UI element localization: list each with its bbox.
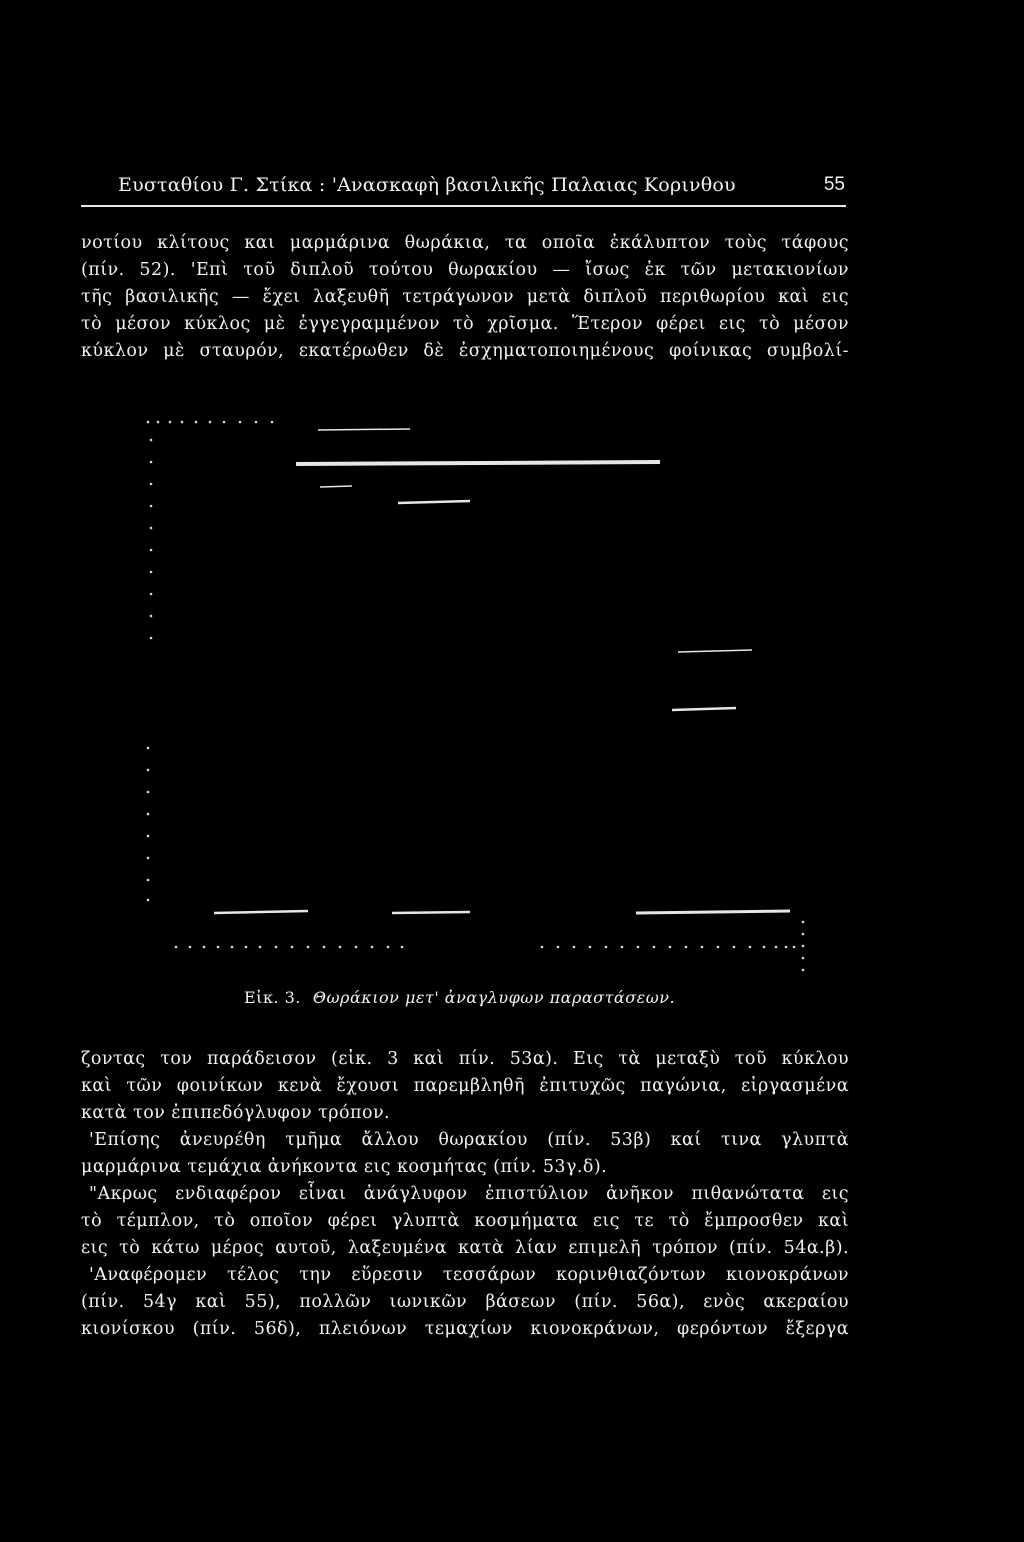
text-line: κύκλον μὲ σταυρόν, εκατέρωθεν δὲ ἐσχηματοποιημένους φοίνικας συμβολί- [81, 341, 849, 361]
page-number: 55 [823, 174, 845, 195]
text-line: εις τὸ κάτω μέρος αυτοῦ, λαξευμένα κατὰ λίαν επιμελῆ τρόπον (πίν. 54α.β). [81, 1238, 849, 1258]
text-line: "Ακρως ενδιαφέρον εἶναι ἀνάγλυφον ἐπιστύλιον ἀνῆκον πιθανώτατα εις [89, 1184, 849, 1204]
figure-label: Εἰκ. 3. [244, 988, 301, 1007]
figure-caption [244, 988, 675, 1007]
text-line: τῆς βασιλικῆς — ἔχει λαξευθῆ τετράγωνον μετὰ διπλοῦ περιθωρίου καὶ εις [81, 287, 849, 307]
paragraph-2 [81, 1046, 849, 1343]
text-line: κατὰ τον ἐπιπεδόγλυφον τρόπον. [81, 1103, 391, 1123]
figure-title: Θωράκιον μετ' ἀναγλυφων παραστάσεων. [312, 988, 676, 1007]
text-line: μαρμάρινα τεμάχια ἀνήκοντα εις κοσμήτας (πίν. 53γ.δ). [81, 1157, 608, 1177]
text-line: 'Επίσης ἀνευρέθη τμῆμα ἄλλου θωρακίου (πίν. 53β) καί τινα γλυπτὰ [89, 1130, 849, 1150]
text-line: (πίν. 54γ καὶ 55), πολλῶν ιωνικῶν βάσεων (πίν. 56α), ενὸς ακεραίου [81, 1292, 849, 1312]
figure-dotted-border [147, 421, 805, 972]
text-line: κιονίσκου (πίν. 56δ), πλειόνων τεμαχίων κιονοκράνων, φερόντων ἔξεργα [81, 1319, 849, 1339]
text-line: νοτίου κλίτους και μαρμάρινα θωράκια, τα οποῖα ἐκάλυπτον τοὺς τάφους [81, 233, 849, 253]
figure-relief-lines [214, 429, 790, 913]
text-line: τὸ τέμπλον, τὸ οποῖον φέρει γλυπτὰ κοσμήματα εις τε τὸ ἔμπροσθεν καὶ [81, 1211, 849, 1231]
text-line: (πίν. 52). 'Επὶ τοῦ διπλοῦ τούτου θωρακίου — ἴσως ἐκ τῶν μετακιονίων [81, 260, 849, 280]
text-line: ζοντας τον παράδεισον (εἰκ. 3 καὶ πίν. 53α). Εις τὰ μεταξὺ τοῦ κύκλου [81, 1049, 849, 1069]
text-line: τὸ μέσον κύκλος μὲ ἐγγεγραμμένον τὸ χρῖσμα. Ἕτερον φέρει εις τὸ μέσον [81, 314, 849, 334]
text-line: 'Αναφέρομεν τέλος την εὕρεσιν τεσσάρων κορινθιαζόντων κιονοκράνων [89, 1265, 849, 1285]
running-title: Ευσταθίου Γ. Στίκα : 'Ανασκαφὴ βασιλικῆς Παλαιας Κορινθου [118, 174, 736, 196]
text-line: καὶ τῶν φοινίκων κενὰ ἔχουσι παρεμβληθῆ ἐπιτυχῶς παγώνια, εἰργασμένα [81, 1076, 849, 1096]
